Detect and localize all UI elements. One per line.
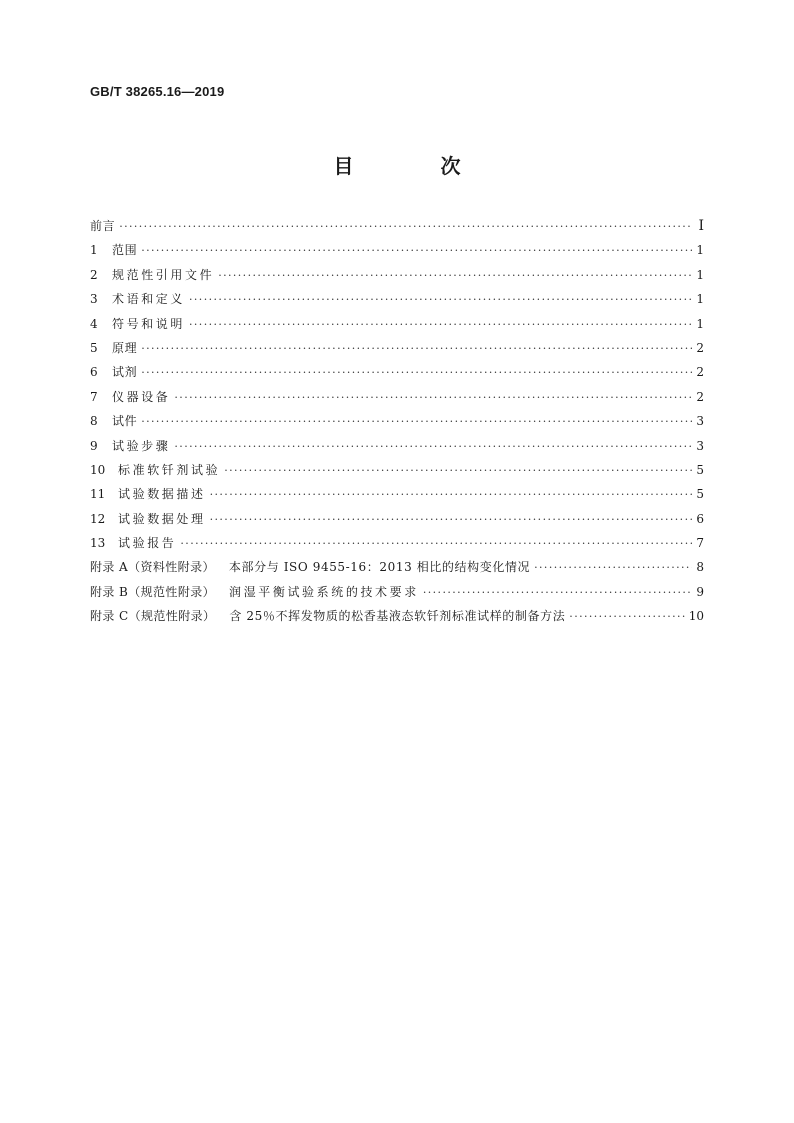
toc-entry-label: 前言 <box>90 219 116 233</box>
toc-entry-page: 3 <box>696 414 704 429</box>
toc-entry-number: 9 <box>90 438 98 453</box>
toc-entry-page: 1 <box>696 243 704 258</box>
toc-entry-10[interactable] <box>90 458 704 482</box>
toc-entry-page: 5 <box>696 487 704 502</box>
toc-entry-number: 6 <box>90 365 98 380</box>
toc-entry-1[interactable] <box>90 238 704 262</box>
toc-entry-4[interactable] <box>90 312 704 336</box>
toc-entry-page: 1 <box>696 316 704 331</box>
toc-entry-page: 8 <box>696 560 704 575</box>
toc-entry-number: 12 <box>90 511 106 526</box>
toc-entry-page: 1 <box>696 292 704 307</box>
toc-entry-9[interactable] <box>90 434 704 458</box>
toc-entry-page: 3 <box>696 438 704 453</box>
toc-entry-number: 13 <box>90 536 106 551</box>
toc-entry-page: Ⅰ <box>698 218 704 234</box>
dot-leader <box>141 410 692 434</box>
toc-entry-page: 10 <box>688 609 704 624</box>
toc-entry-label: 原理 <box>112 340 138 355</box>
toc-entry-page: 2 <box>696 340 704 355</box>
toc-entry-5[interactable] <box>90 336 704 360</box>
toc-entry-label: 试验数据描述 <box>118 487 206 502</box>
toc-entry-annex: 附录 B（规范性附录） <box>90 584 216 599</box>
dot-leader <box>569 605 684 629</box>
dot-leader <box>534 556 692 580</box>
dot-leader <box>210 508 692 532</box>
toc-entry-number: 11 <box>90 487 106 502</box>
toc-entry-annex: 附录 C（规范性附录） <box>90 609 216 624</box>
dot-leader <box>174 386 692 410</box>
toc-entry-number: 1 <box>90 243 98 258</box>
toc-entry-label: 规范性引用文件 <box>112 267 215 282</box>
dot-leader <box>141 239 692 263</box>
toc-entry-number: 3 <box>90 292 98 307</box>
dot-leader <box>423 581 692 605</box>
dot-leader <box>119 215 692 239</box>
toc-entry-label: 试验数据处理 <box>118 511 206 526</box>
toc-entry-page: 2 <box>696 365 704 380</box>
toc-entry-number: 2 <box>90 267 98 282</box>
toc-entry-page: 2 <box>696 389 704 404</box>
toc-entry-7[interactable] <box>90 385 704 409</box>
toc-entry-annex-a[interactable] <box>90 555 704 579</box>
page-title: 目 次 <box>333 154 501 178</box>
dot-leader <box>224 459 692 483</box>
toc-entry-label: 范围 <box>112 243 138 258</box>
toc-entry-page: 1 <box>696 267 704 282</box>
toc-entry-label: 试验步骤 <box>112 438 171 453</box>
toc-entry-label: 含 25％不挥发物质的松香基液态软钎剂标准试样的制备方法 <box>229 609 566 624</box>
toc-entry-number: 10 <box>90 462 106 477</box>
toc-entry-label: 符号和说明 <box>112 316 186 331</box>
toc-entry-page: 7 <box>696 536 704 551</box>
dot-leader <box>180 532 692 556</box>
toc-entry-label: 试剂 <box>112 365 138 380</box>
toc-entry-label: 试验报告 <box>118 536 177 551</box>
toc-entry-label: 润湿平衡试验系统的技术要求 <box>229 584 419 599</box>
toc-entry-page: 6 <box>696 511 704 526</box>
toc-entry-number: 8 <box>90 414 98 429</box>
dot-leader <box>141 361 692 385</box>
dot-leader <box>189 313 692 337</box>
toc-entry-number: 4 <box>90 316 98 331</box>
toc-entry-11[interactable] <box>90 482 704 506</box>
dot-leader <box>218 264 692 288</box>
toc-entry-number: 5 <box>90 340 98 355</box>
toc-entry-annex: 附录 A（资料性附录） <box>90 560 215 575</box>
toc-entry-13[interactable] <box>90 531 704 555</box>
toc-entry-label: 标准软钎剂试验 <box>118 462 221 477</box>
table-of-contents <box>90 214 704 629</box>
toc-entry-number: 7 <box>90 389 98 404</box>
toc-entry-foreword[interactable] <box>90 214 704 238</box>
dot-leader <box>210 483 692 507</box>
toc-entry-annex-c[interactable] <box>90 604 704 628</box>
toc-entry-label: 仪器设备 <box>112 389 171 404</box>
dot-leader <box>141 337 692 361</box>
dot-leader <box>174 435 692 459</box>
toc-entry-label: 术语和定义 <box>112 292 186 307</box>
toc-entry-label: 试件 <box>112 414 138 429</box>
toc-entry-annex-b[interactable] <box>90 580 704 604</box>
toc-entry-label: 本部分与 ISO 9455-16：2013 相比的结构变化情况 <box>228 560 531 575</box>
standard-number: GB/T 38265.16—2019 <box>90 84 225 99</box>
toc-entry-page: 5 <box>696 462 704 477</box>
toc-entry-3[interactable] <box>90 287 704 311</box>
toc-entry-2[interactable] <box>90 263 704 287</box>
toc-entry-12[interactable] <box>90 507 704 531</box>
toc-entry-8[interactable] <box>90 409 704 433</box>
toc-entry-6[interactable] <box>90 360 704 384</box>
dot-leader <box>189 288 692 312</box>
toc-entry-page: 9 <box>696 584 704 599</box>
